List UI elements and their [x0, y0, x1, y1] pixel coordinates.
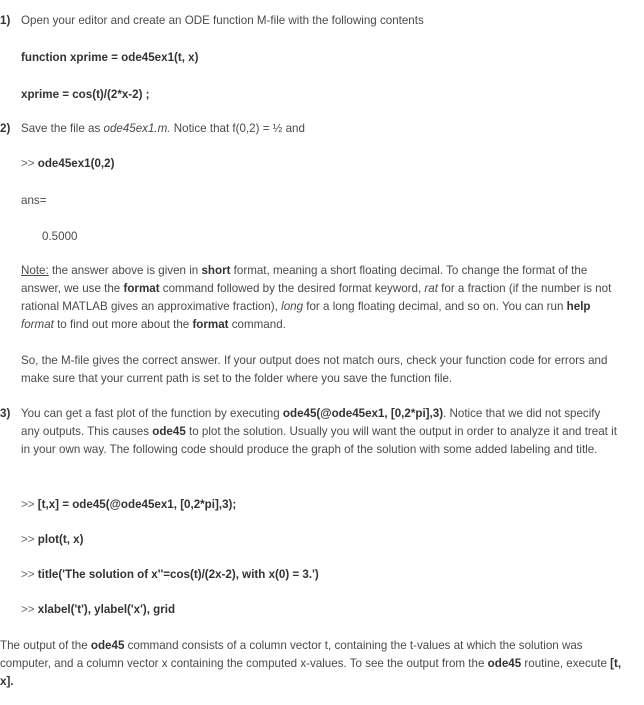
step-2-number: 2)	[0, 122, 11, 135]
code-line-xprime: xprime = cos(t)/(2*x-2) ;	[21, 88, 150, 101]
step-2-text: Save the file as ode45ex1.m. Notice that f(0,2) = ½ and	[21, 122, 305, 135]
command-title: >> title('The solution of x''=cos(t)/(2x-2), with x(0) = 3.')	[21, 568, 319, 581]
ans-label: ans=	[21, 194, 47, 207]
step-3-paragraph: You can get a fast plot of the function by executing ode45(@ode45ex1, [0,2*pi],3). Notice that we did not specify any outputs. This causes ode45 to plot the solution. Usually you will want the output in order to analyze it and treat it in your own way. The following code should produce the graph of the solution with some added labeling and title.	[21, 407, 617, 456]
note-paragraph: Note: the answer above is given in short format, meaning a short floating decimal. To change the format of the answer, we use the format command followed by the desired format keyword, rat for a fraction (if the number is not rational MATLAB gives an approximative fraction), long for a long floating decimal, and so on. You can run help format to find out more about the format command.	[21, 264, 612, 331]
step-1-text: Open your editor and create an ODE function M-file with the following contents	[21, 14, 424, 27]
so-paragraph: So, the M-file gives the correct answer. If your output does not match ours, check your function code for errors and make sure that your current path is set to the folder where you save the function file.	[21, 354, 608, 385]
step-1-number: 1)	[0, 14, 11, 27]
command-ode45-assign: >> [t,x] = ode45(@ode45ex1, [0,2*pi],3);	[21, 498, 237, 511]
command-xlabel: >> xlabel('t'), ylabel('x'), grid	[21, 603, 176, 616]
code-line-function-def: function xprime = ode45ex1(t, x)	[21, 51, 199, 64]
command-plot: >> plot(t, x)	[21, 533, 84, 546]
prompt: >>	[21, 157, 38, 170]
note-label: Note:	[21, 264, 49, 277]
command-ode45ex1: >> ode45ex1(0,2)	[21, 157, 115, 170]
ans-value: 0.5000	[42, 230, 78, 243]
filename: ode45ex1.m.	[103, 122, 171, 135]
output-paragraph: The output of the ode45 command consists of a column vector t, containing the t-values at which the solution was computer, and a column vector x containing the computed x-values. To see the output from the ode45 routine, execute [t, x].	[0, 639, 622, 688]
step-3-number: 3)	[0, 407, 11, 420]
